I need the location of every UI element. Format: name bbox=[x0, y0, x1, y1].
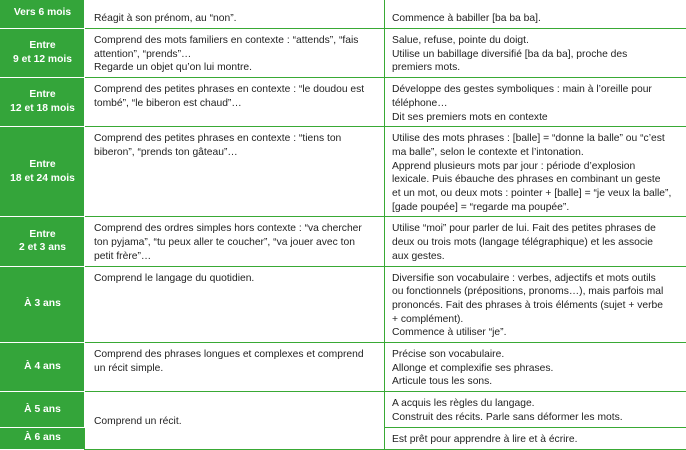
comprehension-cell: Comprend le langage du quotidien. bbox=[85, 266, 385, 343]
table-row bbox=[1, 78, 686, 127]
comprehension-cell: Comprend des ordres simples hors contexte : “va chercher ton pyjama”, “tu peux aller te coucher”, “va jouer avec ton petit frère”… bbox=[85, 217, 385, 266]
table-row bbox=[1, 217, 686, 266]
expression-cell: Utilise des mots phrases : [balle] = “donne la balle” ou “c’est ma balle”, selon le contexte et l’intonation. Apprend plusieurs mots par jour : période d’explosion lexicale. Puis ébauche des phrases en combinant un geste et un mot, ou deux mots : pointer + [balle] = “je veux la balle”, [gade poupée] = “regarde ma poupée”. bbox=[385, 127, 686, 217]
table-row bbox=[1, 0, 686, 29]
table-row bbox=[1, 392, 686, 427]
age-cell: Entre 18 et 24 mois bbox=[1, 127, 85, 217]
table-row bbox=[1, 343, 686, 392]
age-cell: Entre 2 et 3 ans bbox=[1, 217, 85, 266]
comprehension-cell: Comprend des mots familiers en contexte : “attends”, “fais attention”, “prends”… Regarde un objet qu’on lui montre. bbox=[85, 29, 385, 78]
expression-cell: Diversifie son vocabulaire : verbes, adjectifs et mots outils ou fonctionnels (prépositions, pronoms…), mais parfois mal prononcés. Fait des phrases à trois éléments (sujet + verbe + complément). Commence à utiliser “je”. bbox=[385, 266, 686, 343]
comprehension-cell: Réagit à son prénom, au “non”. bbox=[85, 0, 385, 29]
expression-cell: Commence à babiller [ba ba ba]. bbox=[385, 0, 686, 29]
expression-cell: A acquis les règles du langage. Construit des récits. Parle sans déformer les mots. bbox=[385, 392, 686, 427]
expression-cell: Utilise “moi” pour parler de lui. Fait des petites phrases de deux ou trois mots (langage télégraphique) et les associe aux gestes. bbox=[385, 217, 686, 266]
expression-cell: Salue, refuse, pointe du doigt. Utilise un babillage diversifié [ba da ba], proche des premiers mots. bbox=[385, 29, 686, 78]
age-cell: À 3 ans bbox=[1, 266, 85, 343]
age-cell: À 4 ans bbox=[1, 343, 85, 392]
age-cell: À 6 ans bbox=[1, 427, 85, 449]
age-cell: À 5 ans bbox=[1, 392, 85, 427]
expression-cell: Développe des gestes symboliques : main à l’oreille pour téléphone… Dit ses premiers mots en contexte bbox=[385, 78, 686, 127]
table-row bbox=[1, 127, 686, 217]
age-cell: Entre 9 et 12 mois bbox=[1, 29, 85, 78]
age-cell: Vers 6 mois bbox=[1, 0, 85, 29]
comprehension-cell: Comprend un récit. bbox=[85, 392, 385, 449]
table-row bbox=[1, 266, 686, 343]
comprehension-cell: Comprend des petites phrases en contexte : “le doudou est tombé”, “le biberon est chaud”… bbox=[85, 78, 385, 127]
expression-cell: Précise son vocabulaire. Allonge et complexifie ses phrases. Articule tous les sons. bbox=[385, 343, 686, 392]
age-cell: Entre 12 et 18 mois bbox=[1, 78, 85, 127]
comprehension-cell: Comprend des petites phrases en contexte : “tiens ton biberon”, “prends ton gâteau”… bbox=[85, 127, 385, 217]
expression-cell: Est prêt pour apprendre à lire et à écrire. bbox=[385, 427, 686, 449]
table-row bbox=[1, 29, 686, 78]
comprehension-cell: Comprend des phrases longues et complexes et comprend un récit simple. bbox=[85, 343, 385, 392]
